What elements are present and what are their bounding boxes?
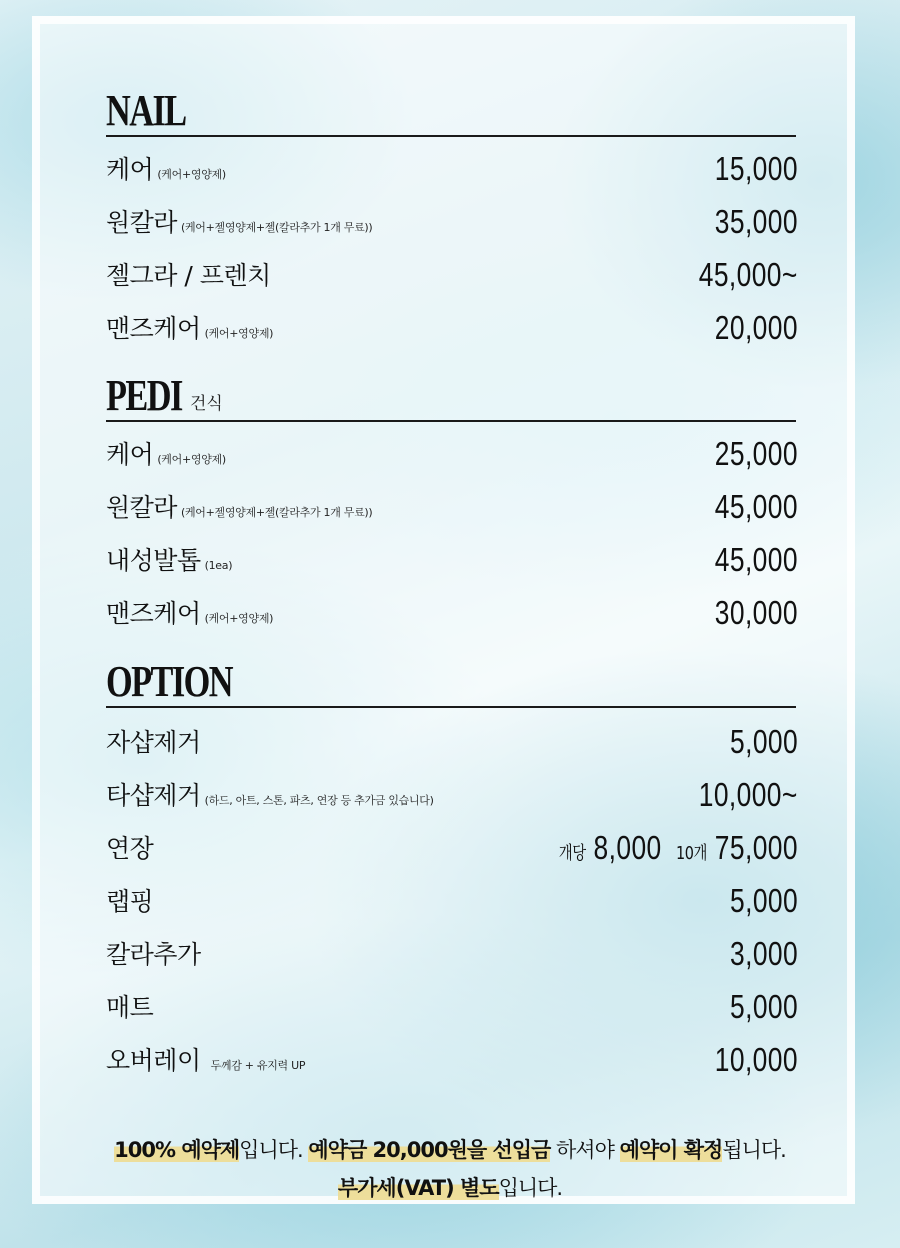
per-unit-label: 개당 — [558, 843, 586, 864]
item-name — [106, 935, 201, 971]
price-row — [106, 256, 798, 296]
notice-highlight: 예약이 확정 — [619, 1138, 723, 1162]
item-label: 원칼라 — [106, 493, 177, 522]
item-name — [106, 988, 153, 1024]
item-label: 타샵제거 — [106, 781, 201, 810]
item-note: (케어+젤영양제+젤(칼라추가 1개 무료)) — [180, 506, 373, 519]
notice-line-2 — [0, 1172, 900, 1202]
notice-highlight: 부가세(VAT) 별도 — [337, 1176, 499, 1200]
item-note: (하드, 아트, 스톤, 파츠, 연장 등 추가금 있습니다) — [204, 794, 434, 807]
per-unit-price: 8,000 — [593, 829, 662, 866]
item-name — [106, 256, 271, 292]
item-name — [106, 882, 153, 918]
item-note: 두께감 + 유지력 UP — [210, 1059, 306, 1072]
item-name — [106, 435, 226, 471]
price-row — [106, 723, 798, 763]
price-row — [106, 882, 798, 922]
item-label: 내성발톱 — [106, 546, 201, 575]
item-price: 45,000 — [714, 488, 798, 525]
bulk-label: 10개 — [676, 843, 708, 864]
item-name — [106, 776, 434, 812]
item-label: 케어 — [106, 155, 154, 184]
item-price: 30,000 — [714, 594, 798, 631]
item-price: 35,000 — [714, 203, 798, 240]
item-price: 10,000 — [714, 1041, 798, 1078]
price-row — [106, 309, 798, 349]
section-header-pedi — [106, 371, 796, 422]
bulk-price: 75,000 — [714, 829, 798, 866]
price-row — [106, 776, 798, 816]
item-label: 칼라추가 — [106, 940, 201, 969]
item-name — [106, 829, 153, 865]
item-price: 20,000 — [714, 309, 798, 346]
item-name — [106, 594, 273, 630]
item-label: 케어 — [106, 440, 154, 469]
item-label: 랩핑 — [106, 887, 154, 916]
item-note: (케어+영양제) — [204, 327, 274, 340]
item-label: 맨즈케어 — [106, 314, 201, 343]
item-note: (1ea) — [204, 559, 233, 572]
section-header-option — [106, 657, 796, 708]
item-label: 맨즈케어 — [106, 599, 201, 628]
item-note: (케어+젤영양제+젤(칼라추가 1개 무료)) — [180, 221, 373, 234]
price-row — [106, 488, 798, 528]
item-note: (케어+영양제) — [157, 453, 226, 466]
price-row — [106, 435, 798, 475]
notice-highlight: 예약금 20,000원을 선입금 — [308, 1138, 551, 1162]
notice-text: 됩니다. — [722, 1138, 786, 1162]
item-price: 45,000 — [714, 541, 798, 578]
item-label: 오버레이 — [106, 1046, 201, 1075]
price-row — [106, 594, 798, 634]
item-name — [106, 309, 273, 345]
item-label: 연장 — [106, 834, 154, 863]
item-price: 10,000~ — [699, 776, 798, 813]
item-label: 자샵제거 — [106, 728, 201, 757]
section-subtitle-pedi: 건식 — [190, 394, 223, 414]
notice-text: 입니다. — [498, 1176, 563, 1200]
item-label: 원칼라 — [106, 208, 177, 237]
item-label: 젤그라 / 프렌치 — [106, 261, 271, 290]
item-price-extension — [559, 829, 798, 867]
price-row — [106, 935, 798, 975]
notice-text: 입니다. — [239, 1138, 309, 1162]
notice-text: 하셔야 — [550, 1138, 620, 1162]
section-title-pedi: PEDI — [106, 371, 182, 420]
price-row — [106, 203, 798, 243]
section-header-nail — [106, 86, 796, 137]
item-name — [106, 203, 372, 239]
item-name — [106, 150, 226, 186]
item-price: 5,000 — [729, 723, 798, 760]
item-name — [106, 1041, 305, 1077]
section-title-nail: NAIL — [106, 86, 186, 135]
item-note: (케어+영양제) — [204, 612, 274, 625]
price-row — [106, 150, 798, 190]
item-price: 25,000 — [714, 435, 798, 472]
notice-line-1 — [0, 1134, 900, 1164]
notice-highlight: 100% 예약제 — [114, 1138, 240, 1162]
section-title-option: OPTION — [106, 657, 233, 706]
item-note: (케어+영양제) — [157, 168, 226, 181]
item-price: 15,000 — [714, 150, 798, 187]
item-name — [106, 723, 201, 759]
item-label: 매트 — [106, 993, 154, 1022]
price-row — [106, 988, 798, 1028]
price-row — [106, 829, 798, 869]
item-name — [106, 541, 232, 577]
item-name — [106, 488, 372, 524]
item-price: 5,000 — [729, 988, 798, 1025]
price-row — [106, 541, 798, 581]
price-row — [106, 1041, 798, 1081]
item-price: 45,000~ — [699, 256, 798, 293]
item-price: 3,000 — [729, 935, 798, 972]
item-price: 5,000 — [729, 882, 798, 919]
